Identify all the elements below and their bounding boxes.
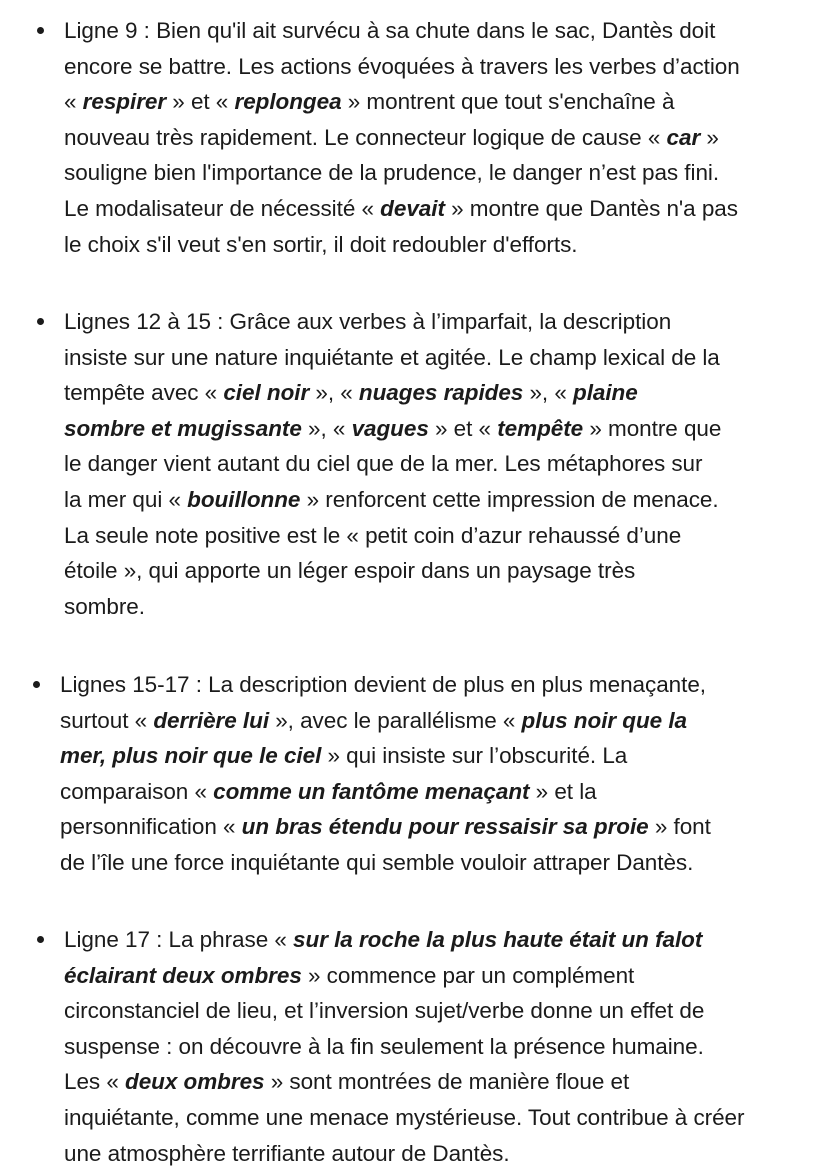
text-run: circonstanciel de lieu, et l’inversion sujet/verbe donne un effet de xyxy=(64,998,705,1024)
text-line xyxy=(64,1100,812,1136)
text-line xyxy=(60,774,808,810)
text-run: » sont montrées de manière floue et xyxy=(264,1069,630,1095)
text-line xyxy=(64,155,812,191)
text-line xyxy=(64,589,812,625)
text-run: inquiétante, comme une menace mystérieuse. Tout contribue à créer xyxy=(64,1104,745,1130)
text-run: », « xyxy=(309,380,359,406)
bullet-item-ligne-9 xyxy=(64,13,812,262)
text-run: », « xyxy=(523,380,573,406)
text-run: une atmosphère terrifiante autour de Dantès. xyxy=(64,1140,510,1166)
bullet-item-ligne-17 xyxy=(64,922,812,1171)
bullet-dot-icon xyxy=(37,27,44,34)
text-run: le choix s'il veut s'en sortir, il doit redoubler d'efforts. xyxy=(64,231,578,257)
text-run: Ligne 9 : Bien qu'il ait survécu à sa chute dans le sac, Dantès doit xyxy=(64,18,716,43)
bullet-dot-icon xyxy=(33,681,40,688)
text-run: » xyxy=(700,124,719,150)
text-line xyxy=(64,13,812,49)
text-run: le danger vient autant du ciel que de la mer. Les métaphores sur xyxy=(64,451,703,477)
text-run: la mer qui « xyxy=(64,486,188,512)
text-line xyxy=(60,667,808,703)
quoted-emphasis: deux ombres xyxy=(125,1069,265,1095)
text-line xyxy=(64,1029,812,1065)
quoted-emphasis: replongea xyxy=(234,89,342,115)
text-run: » et la xyxy=(529,778,597,804)
text-line xyxy=(64,120,812,156)
text-run: Lignes 12 à 15 : Grâce aux verbes à l’imparfait, la description xyxy=(64,309,672,334)
text-run: » font xyxy=(648,814,711,840)
text-run: suspense : on découvre à la fin seulement la présence humaine. xyxy=(64,1033,704,1059)
quoted-emphasis: vagues xyxy=(351,415,429,441)
text-run: tempête avec « xyxy=(64,380,224,406)
text-run: nouveau très rapidement. Le connecteur logique de cause « xyxy=(64,124,667,150)
text-line xyxy=(64,553,812,589)
text-line xyxy=(64,411,812,447)
text-run: surtout « xyxy=(60,707,154,733)
text-line xyxy=(60,809,808,845)
quoted-emphasis: sombre et mugissante xyxy=(64,415,302,441)
text-run: Ligne 17 : La phrase « xyxy=(64,927,294,952)
quoted-emphasis: mer, plus noir que le ciel xyxy=(60,743,322,769)
text-line xyxy=(64,84,812,120)
text-line xyxy=(64,922,812,958)
text-line xyxy=(64,993,812,1029)
text-line xyxy=(64,482,812,518)
text-line xyxy=(60,845,808,881)
quoted-emphasis: derrière lui xyxy=(153,707,270,733)
text-run: » montre que xyxy=(583,415,722,441)
text-run: » montre que Dantès n'a pas xyxy=(444,195,738,221)
text-run: comparaison « xyxy=(60,778,214,804)
quoted-emphasis: tempête xyxy=(497,415,584,441)
quoted-emphasis: respirer xyxy=(82,89,167,115)
quoted-emphasis: un bras étendu pour ressaisir sa proie xyxy=(241,814,649,840)
text-run: de l’île une force inquiétante qui semble vouloir attraper Dantès. xyxy=(60,849,694,875)
text-run: La seule note positive est le « petit coin d’azur rehaussé d’une xyxy=(64,522,682,548)
text-run: » renforcent cette impression de menace. xyxy=(300,486,719,512)
text-run: « xyxy=(64,89,83,115)
text-line xyxy=(60,738,808,774)
text-line xyxy=(64,1064,812,1100)
text-run: » et « xyxy=(428,415,498,441)
text-run: » et « xyxy=(166,89,235,115)
text-line xyxy=(64,304,812,340)
text-run: étoile », qui apporte un léger espoir dans un paysage très xyxy=(64,558,636,584)
text-line xyxy=(64,49,812,85)
text-line xyxy=(64,446,812,482)
bullet-item-lignes-15-17 xyxy=(60,667,808,881)
text-line xyxy=(64,375,812,411)
text-run: » montrent que tout s'enchaîne à xyxy=(341,89,675,115)
text-line xyxy=(64,191,812,227)
text-line xyxy=(64,1136,812,1171)
text-run: insiste sur une nature inquiétante et agitée. Le champ lexical de la xyxy=(64,344,720,370)
quoted-emphasis: bouillonne xyxy=(187,486,301,512)
quoted-emphasis: plus noir que la xyxy=(521,707,688,733)
quoted-emphasis: sur la roche la plus haute était un falot xyxy=(293,927,703,952)
text-run: sombre. xyxy=(64,593,145,619)
text-run: », avec le parallélisme « xyxy=(269,707,522,733)
quoted-emphasis: devait xyxy=(380,195,445,221)
quoted-emphasis: car xyxy=(666,124,701,150)
quoted-emphasis: éclairant deux ombres xyxy=(64,962,302,988)
bullet-dot-icon xyxy=(37,936,44,943)
text-run: Lignes 15-17 : La description devient de plus en plus menaçante, xyxy=(60,672,706,697)
text-run: » commence par un complément xyxy=(301,962,635,988)
text-run: encore se battre. Les actions évoquées à travers les verbes d’action xyxy=(64,53,740,79)
quoted-emphasis: ciel noir xyxy=(223,380,310,406)
text-line xyxy=(60,703,808,739)
text-line xyxy=(64,227,812,263)
text-line xyxy=(64,518,812,554)
text-run: personnification « xyxy=(60,814,242,840)
bullet-dot-icon xyxy=(37,318,44,325)
quoted-emphasis: plaine xyxy=(573,380,638,406)
text-run: » qui insiste sur l’obscurité. La xyxy=(321,743,628,769)
text-line xyxy=(64,340,812,376)
text-run: souligne bien l'importance de la prudence, le danger n’est pas fini. xyxy=(64,160,720,186)
quoted-emphasis: comme un fantôme menaçant xyxy=(213,778,530,804)
text-run: », « xyxy=(301,415,352,441)
bullet-item-lignes-12-15 xyxy=(64,304,812,624)
text-run: Les « xyxy=(64,1069,125,1095)
quoted-emphasis: nuages rapides xyxy=(358,380,524,406)
text-line xyxy=(64,958,812,994)
text-run: Le modalisateur de nécessité « xyxy=(64,195,381,221)
